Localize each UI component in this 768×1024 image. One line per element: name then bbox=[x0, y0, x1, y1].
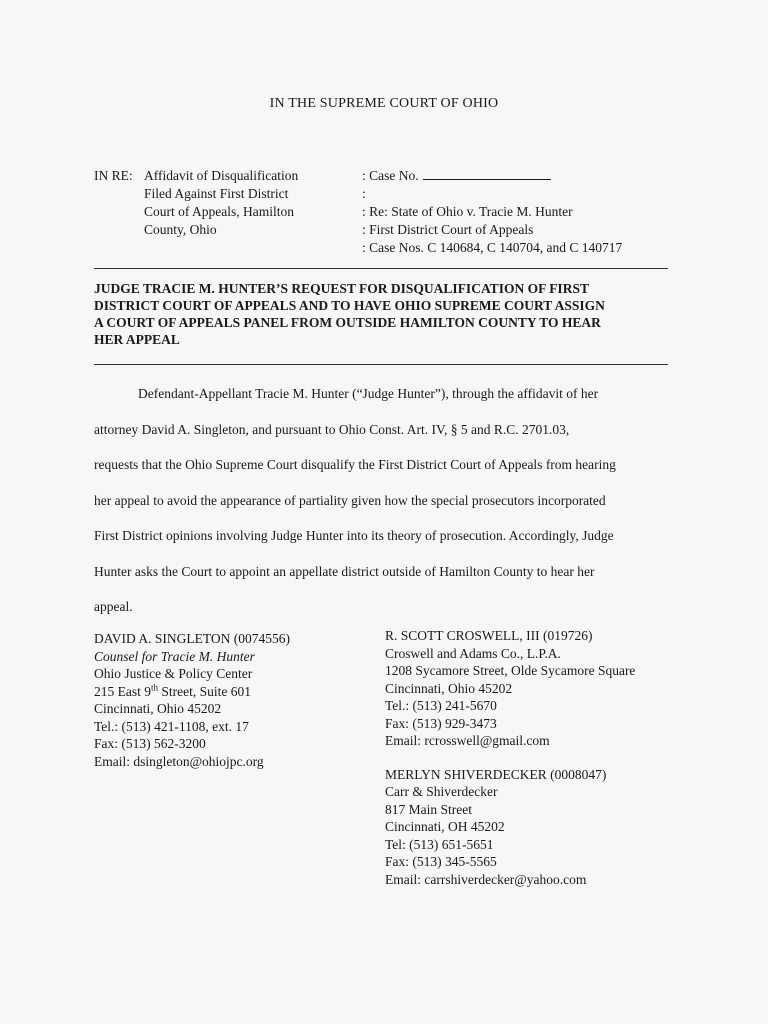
caption-left-line: Court of Appeals, Hamilton bbox=[144, 204, 294, 219]
divider-top bbox=[94, 268, 668, 269]
caption-left-line: Affidavit of Disqualification bbox=[144, 168, 299, 183]
court-title: IN THE SUPREME COURT OF OHIO bbox=[269, 96, 499, 111]
street-suffix: th bbox=[151, 682, 159, 692]
body-line: First District opinions involving Judge Hunter into its theory of prosecution. Accordingly, Judge bbox=[94, 528, 614, 543]
case-number-label: : Case No. bbox=[362, 168, 419, 183]
body-line: her appeal to avoid the appearance of partiality given how the special prosecutors incorporated bbox=[94, 492, 606, 508]
caption-right-line: : bbox=[362, 186, 366, 201]
counsel-fax: Fax: (513) 562-3200 bbox=[94, 736, 206, 751]
counsel-name: DAVID A. SINGLETON (0074556) bbox=[94, 631, 290, 646]
caption-right-line: : First District Court of Appeals bbox=[362, 222, 534, 237]
counsel-fax: Fax: (513) 345-5565 bbox=[385, 854, 497, 869]
counsel-email: Email: dsingleton@ohiojpc.org bbox=[94, 753, 264, 769]
counsel-street bbox=[94, 683, 374, 701]
counsel-block-singleton bbox=[94, 630, 374, 770]
caption-left-line: Filed Against First District bbox=[144, 186, 289, 201]
caption-label: IN RE: bbox=[94, 168, 133, 183]
case-caption-right bbox=[362, 167, 692, 257]
body-line: attorney David A. Singleton, and pursuant to Ohio Const. Art. IV, § 5 and R.C. 2701.03, bbox=[94, 421, 570, 437]
heading-line: HER APPEAL bbox=[94, 332, 180, 347]
counsel-email: Email: carrshiverdecker@yahoo.com bbox=[385, 871, 587, 887]
case-caption-left bbox=[94, 167, 354, 239]
counsel-column-right bbox=[385, 627, 685, 888]
body-line: Defendant-Appellant Tracie M. Hunter (“Judge Hunter”), through the affidavit of her bbox=[138, 386, 599, 401]
counsel-firm: Carr & Shiverdecker bbox=[385, 784, 498, 799]
body-paragraph bbox=[94, 376, 684, 625]
street-rest: Street, Suite 601 bbox=[158, 683, 252, 699]
caption-right-line: : Case Nos. C 140684, C 140704, and C 140717 bbox=[362, 240, 623, 255]
counsel-block-croswell bbox=[385, 627, 685, 750]
body-line: Hunter asks the Court to appoint an appellate district outside of Hamilton County to hear her bbox=[94, 563, 595, 579]
counsel-email: Email: rcrosswell@gmail.com bbox=[385, 733, 550, 748]
caption-left-line: County, Ohio bbox=[144, 222, 217, 237]
heading-line: DISTRICT COURT OF APPEALS AND TO HAVE OHIO SUPREME COURT ASSIGN bbox=[94, 298, 605, 313]
divider-bottom bbox=[94, 364, 668, 365]
caption-right-line: : Re: State of Ohio v. Tracie M. Hunter bbox=[362, 204, 573, 219]
counsel-city: Cincinnati, OH 45202 bbox=[385, 819, 505, 834]
counsel-role: Counsel for Tracie M. Hunter bbox=[94, 648, 255, 664]
counsel-tel: Tel.: (513) 421-1108, ext. 17 bbox=[94, 718, 249, 734]
counsel-name: R. SCOTT CROSWELL, III (019726) bbox=[385, 628, 593, 643]
counsel-street: 817 Main Street bbox=[385, 801, 472, 817]
counsel-name: MERLYN SHIVERDECKER (0008047) bbox=[385, 766, 607, 782]
counsel-city: Cincinnati, Ohio 45202 bbox=[94, 701, 222, 716]
heading-line: JUDGE TRACIE M. HUNTER’S REQUEST FOR DISQUALIFICATION OF FIRST bbox=[94, 281, 589, 296]
counsel-fax: Fax: (513) 929-3473 bbox=[385, 715, 497, 731]
counsel-tel: Tel.: (513) 241-5670 bbox=[385, 698, 497, 713]
body-line: appeal. bbox=[94, 599, 133, 614]
counsel-block-shiverdecker bbox=[385, 766, 685, 889]
body-line: requests that the Ohio Supreme Court disqualify the First District Court of Appeals from hearing bbox=[94, 457, 616, 472]
street-number: 215 East 9 bbox=[94, 683, 151, 699]
counsel-org: Ohio Justice & Policy Center bbox=[94, 666, 253, 681]
counsel-firm: Croswell and Adams Co., L.P.A. bbox=[385, 645, 561, 661]
document-heading bbox=[94, 280, 674, 348]
case-number-blank bbox=[423, 167, 551, 180]
caption-matter bbox=[144, 167, 298, 239]
counsel-tel: Tel: (513) 651-5651 bbox=[385, 836, 494, 852]
heading-line: A COURT OF APPEALS PANEL FROM OUTSIDE HAMILTON COUNTY TO HEAR bbox=[94, 315, 601, 330]
counsel-city: Cincinnati, Ohio 45202 bbox=[385, 680, 513, 696]
counsel-street: 1208 Sycamore Street, Olde Sycamore Square bbox=[385, 663, 636, 678]
case-number-line bbox=[362, 167, 692, 185]
